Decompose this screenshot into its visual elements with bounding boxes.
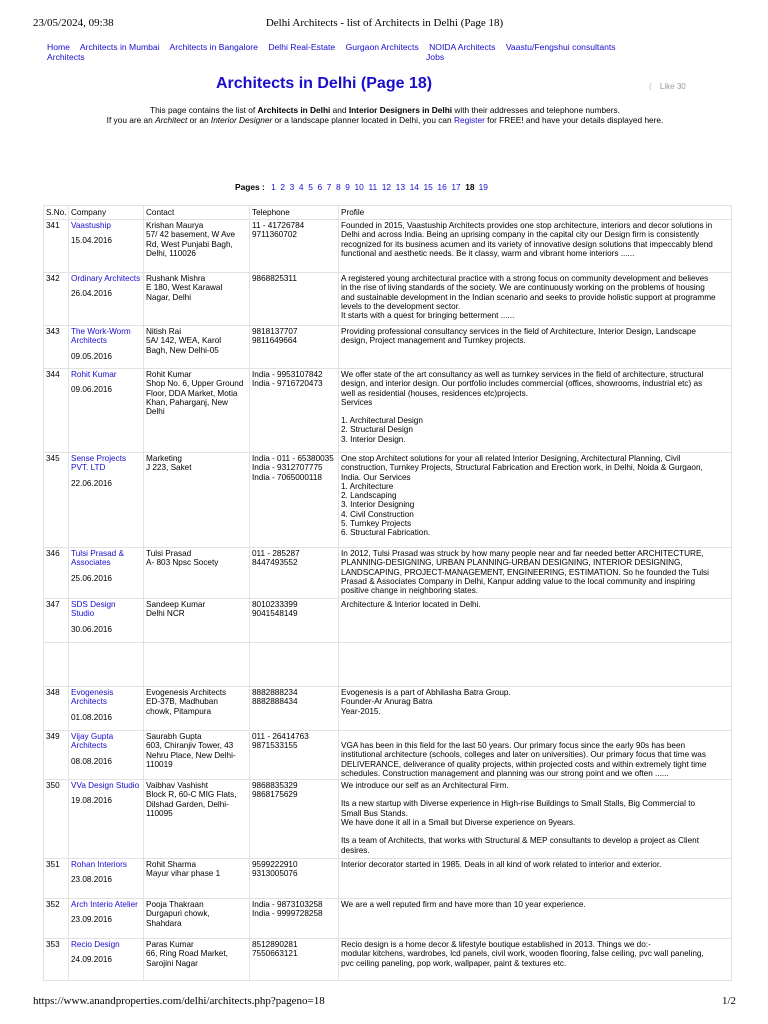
print-footer-url: https://www.anandproperties.com/delhi/architects.php?pageno=18 [33, 995, 325, 1007]
cell-contact [144, 939, 250, 981]
spacer-cell [69, 643, 144, 687]
phone-number: 7550663121 [252, 949, 298, 959]
cell-sno: 351 [44, 859, 69, 899]
cell-contact [144, 273, 250, 326]
profile-line: India. Our Services [341, 472, 411, 482]
profile-line: We are a well reputed firm and have more than 10 year experience. [341, 900, 586, 910]
nav-delhi-real-estate[interactable]: Delhi Real-Estate [268, 42, 336, 52]
contact-line: 66, Ring Road Market, [146, 949, 228, 959]
cell-sno: 343 [44, 326, 69, 369]
company-link[interactable]: Evogenesis Architects [71, 688, 114, 707]
profile-line: 1. Architecture [341, 481, 394, 491]
cell-contact [144, 220, 250, 273]
profile-line: 3. Interior Designing [341, 500, 415, 510]
phone-number: India - 9999728258 [252, 909, 323, 919]
cell-sno: 348 [44, 687, 69, 731]
contact-line: Delhi NCR [146, 609, 185, 619]
page-link-2[interactable]: 2 [280, 182, 286, 192]
nav-architects-jobs[interactable]: Architects [47, 52, 85, 62]
cell-profile [339, 859, 732, 899]
contact-line: chowk, Pitampura [146, 706, 212, 716]
cell-company [69, 548, 144, 599]
phone-number: 11 - 41726784 [252, 221, 305, 230]
phone-number: India - 9873103258 [252, 900, 323, 910]
cell-sno: 342 [44, 273, 69, 326]
company-link[interactable]: Vaastuship [71, 221, 111, 230]
spacer-cell [144, 643, 250, 687]
cell-profile [339, 369, 732, 453]
intro-bold: Interior Designers in Delhi [348, 105, 453, 115]
cell-telephone [250, 731, 339, 780]
phone-number: 011 - 26414763 [252, 732, 309, 741]
profile-line: Year-2015. [341, 706, 381, 716]
page-title: Architects in Delhi (Page 18) [216, 75, 433, 92]
contact-line: Marketing [146, 454, 182, 463]
profile-line: We have done it all in a Small but Diverse experience on 9years. [341, 818, 576, 828]
phone-number: 9871533155 [252, 741, 298, 751]
cell-profile [339, 731, 732, 780]
contact-line: Durgapuri chowk, [146, 909, 210, 919]
phone-number: India - 9953107842 [252, 370, 323, 379]
contact-line: Krishan Maurya [146, 221, 204, 230]
company-link[interactable]: VVa Design Studio [71, 781, 140, 791]
cell-profile [339, 899, 732, 939]
spacer-cell [339, 643, 732, 687]
phone-number: 9711360702 [252, 230, 297, 240]
cell-profile [339, 453, 732, 548]
contact-line: Shop No. 6, Upper Ground [146, 379, 244, 389]
profile-line: PLANNING-DESIGNING, URBAN PLANNING-URBAN DESIGNING, INTERIOR DESIGNING, [341, 558, 683, 568]
header-sno: S.No. [44, 206, 69, 220]
phone-number: India - 9716720473 [252, 379, 323, 389]
profile-line: functional and aesthetic needs. Be it classy, warm and vibrant home interiors ...... [341, 248, 635, 258]
profile-line: Its a team of Architects, that works with Structural & MEP consultants to develop a project as Client [341, 836, 699, 846]
cell-company [69, 939, 144, 981]
cell-profile [339, 220, 732, 273]
current-page: 18 [465, 182, 475, 192]
cell-sno: 349 [44, 731, 69, 780]
cell-sno: 347 [44, 599, 69, 643]
page-link-6[interactable]: 6 [317, 182, 323, 192]
contact-line: Saurabh Gupta [146, 732, 202, 741]
cell-telephone [250, 687, 339, 731]
nav-noida-architects[interactable]: NOIDA Architects [429, 42, 496, 52]
nav-jobs[interactable]: Jobs [426, 52, 445, 62]
phone-number: 9811649664 [252, 336, 297, 346]
cell-profile [339, 599, 732, 643]
intro-italic: Architect [155, 115, 188, 125]
intro-text-part: If you are an [106, 115, 156, 125]
print-datetime: 23/05/2024, 09:38 [33, 17, 114, 29]
profile-line: 5. Turnkey Projects [341, 519, 412, 529]
cell-telephone [250, 780, 339, 859]
cell-contact [144, 899, 250, 939]
profile-line: 2. Structural Design [341, 425, 413, 435]
pages-label: Pages : [235, 182, 265, 192]
profile-line: positive change in neighboring states. [341, 586, 479, 596]
like-count: 30 [676, 82, 686, 91]
contact-line: Dilshad Garden, Delhi- [146, 799, 229, 809]
contact-line: Delhi [146, 407, 165, 417]
profile-line: VGA has been in this field for the last 50 years. Our primary focus since the early 90s has been [341, 741, 686, 750]
contact-line: Sandeep Kumar [146, 600, 206, 609]
page-link-15[interactable]: 15 [423, 182, 433, 192]
cell-company [69, 369, 144, 453]
print-header [33, 17, 736, 29]
cell-telephone [250, 273, 339, 326]
contact-line: Rohit Sharma [146, 860, 197, 870]
profile-line: Services [341, 397, 373, 407]
profile-line: Architecture & Interior located in Delhi. [341, 600, 481, 609]
profile-line: levels to the development sector. [341, 301, 461, 311]
spacer-cell [44, 643, 69, 687]
intro-line-2 [40, 115, 730, 125]
page-link-7[interactable]: 7 [326, 182, 332, 192]
profile-line: A registered young architectural practice with a strong focus on community development and believes [341, 274, 709, 283]
contact-line: Khan, Paharganj, New [146, 397, 228, 407]
nav-home[interactable]: Home [47, 42, 70, 52]
profile-line: 1. Architectural Design [341, 416, 423, 426]
contact-line: Rohit Kumar [146, 370, 192, 379]
contact-line: 5A/ 142, WEA, Karol [146, 336, 222, 346]
cell-profile [339, 273, 732, 326]
cell-company [69, 687, 144, 731]
cell-company [69, 899, 144, 939]
phone-number: 8882888434 [252, 697, 298, 707]
cell-company [69, 220, 144, 273]
registration-date: 09.05.2016 [71, 351, 112, 361]
profile-line: in the rise of living standards of the society. We are continuously working on the problems of housing [341, 283, 705, 293]
intro-text-part: and [330, 105, 349, 115]
registration-date: 25.06.2016 [71, 573, 112, 583]
contact-line: Nehru Place, New Delhi- [146, 750, 236, 760]
profile-line: LANDSCAPING, PROJECT-MANAGEMENT, ENGINEERING, ESTIMATION. So he founded the Tulsi [341, 567, 709, 577]
nav-architects-mumbai[interactable]: Architects in Mumbai [79, 42, 160, 52]
contact-line: E 180, West Karawal [146, 283, 223, 293]
cell-telephone [250, 899, 339, 939]
spacer-cell [250, 643, 339, 687]
registration-date: 19.08.2016 [71, 796, 112, 806]
contact-line: Pooja Thakraan [146, 900, 204, 910]
cell-sno: 341 [44, 220, 69, 273]
page-link-16[interactable]: 16 [437, 182, 447, 192]
intro-line-1 [40, 105, 730, 115]
company-link[interactable]: Rohan Interiors [71, 860, 127, 870]
nav-gurgaon-architects[interactable]: Gurgaon Architects [345, 42, 419, 52]
company-link[interactable]: Tulsi Prasad & Associates [71, 549, 124, 568]
cell-company [69, 453, 144, 548]
profile-line: Prasad & Associates Company in Delhi, Kanpur adding value to the local community and inspiring [341, 576, 696, 586]
table-row [44, 687, 732, 731]
contact-line: Rd, West Punjabi Bagh, [146, 239, 233, 249]
spacer-row [44, 643, 732, 687]
like-label: Like [659, 82, 675, 91]
like-icon: ( [649, 82, 652, 91]
contact-line: Delhi, 110026 [146, 248, 196, 258]
page-link-17[interactable]: 17 [451, 182, 461, 192]
nav-architects-bangalore[interactable]: Architects in Bangalore [169, 42, 258, 52]
contact-line: Floor, DDA Market, Motia [146, 388, 238, 398]
table-row [44, 731, 732, 780]
page-link-1[interactable]: 1 [271, 182, 276, 192]
cell-telephone [250, 859, 339, 899]
intro-text-part: for FREE! and have your details displayed here. [484, 115, 664, 125]
profile-line: Founded in 2015, Vaastuship Architects provides one stop architecture, interiors and decor solutions in [341, 221, 713, 230]
contact-line: Tulsi Prasad [146, 549, 192, 558]
phone-number: 9818137707 [252, 327, 298, 336]
profile-line: Its a new startup with Diverse experience in High-rise Buildings to Small Stalls, Big Commercial to [341, 799, 696, 809]
header-company: Company [69, 206, 144, 220]
page-link-11[interactable]: 11 [368, 182, 378, 192]
contact-line: Mayur vihar phase 1 [146, 869, 221, 879]
table-row [44, 453, 732, 548]
page-link-9[interactable]: 9 [345, 182, 350, 192]
top-nav [47, 42, 647, 62]
table-row [44, 326, 732, 369]
contact-line: Sarojini Nagar [146, 958, 198, 968]
header-contact: Contact [144, 206, 250, 220]
table-row [44, 273, 732, 326]
table-row [44, 939, 732, 981]
table-header-row [44, 206, 732, 220]
profile-line: well as residential (houses, residences etc)projects. [341, 388, 529, 398]
company-link[interactable]: Arch Interio Atelier [71, 900, 138, 910]
phone-number: 8512890281 [252, 940, 298, 950]
contact-line: Bagh, New Delhi-05 [146, 345, 219, 355]
profile-line: One stop Architect solutions for your all related Interior Designing, Architectural Planning, Civil [341, 454, 681, 463]
page-link-3[interactable]: 3 [289, 182, 295, 192]
cell-sno: 345 [44, 453, 69, 548]
profile-line: Small Bus Stands. [341, 808, 408, 818]
pagination [235, 182, 493, 192]
cell-profile [339, 326, 732, 369]
profile-line: recognized for its business acumen and its variety of innovative design solutions that impeccably blend [341, 239, 713, 249]
cell-sno: 350 [44, 780, 69, 859]
profile-line: In 2012, Tulsi Prasad was struck by how many people near and far needed better ARCHITECTURE, [341, 549, 704, 558]
table-row [44, 220, 732, 273]
cell-telephone [250, 599, 339, 643]
intro-text-part: or an [187, 115, 211, 125]
profile-line: and sustainable development in the Indian scenario and seeks to provide holistic support at programme [341, 292, 716, 302]
company-link[interactable]: Rohit Kumar [71, 370, 117, 379]
intro-italic: Interior Designer [210, 115, 273, 125]
intro-text-part: This page contains the list of [150, 105, 258, 115]
cell-contact [144, 731, 250, 780]
registration-date: 23.08.2016 [71, 875, 112, 885]
cell-contact [144, 780, 250, 859]
cell-telephone [250, 939, 339, 981]
cell-profile [339, 548, 732, 599]
cell-sno: 353 [44, 939, 69, 981]
phone-number: India - 9312707775 [252, 463, 323, 473]
profile-line: pvc ceiling paneling, pop work, wallpaper, paint & textures etc. [341, 958, 567, 968]
contact-line: Rushank Mishra [146, 274, 206, 283]
company-link[interactable]: Vijay Gupta Architects [71, 732, 114, 751]
contact-line: Nitish Rai [146, 327, 182, 336]
intro-text-part: or a landscape planner located in Delhi, you can [272, 115, 454, 125]
cell-sno: 346 [44, 548, 69, 599]
profile-line: modular kitchens, wardrobes, lcd panels, civil work, wooden flooring, false ceiling, pvc wall paneling, [341, 949, 704, 959]
company-link[interactable]: Sense Projects PVT. LTD [71, 454, 127, 473]
contact-line: 603, Chiranjiv Tower, 43 [146, 741, 234, 751]
registration-date: 15.04.2016 [71, 236, 112, 246]
phone-number: India - 7065000118 [252, 472, 322, 482]
profile-line: Delhi and across India. Being an uprising company in the capital city our Design firm is consistently [341, 230, 700, 240]
cell-telephone [250, 326, 339, 369]
profile-line: 4. Civil Construction [341, 509, 414, 519]
profile-line: design, and interior design. Our portfolio includes commercial (offices, showrooms, industrial etc) as [341, 379, 703, 389]
phone-number: 8882888234 [252, 688, 298, 697]
page-link-13[interactable]: 13 [395, 182, 405, 192]
cell-profile [339, 687, 732, 731]
cell-contact [144, 369, 250, 453]
registration-date: 24.09.2016 [71, 955, 112, 965]
profile-line: Interior decorator started in 1985. Deals in all kind of work related to interior and exterior. [341, 860, 662, 870]
architects-table [43, 205, 732, 981]
registration-date: 09.06.2016 [71, 385, 112, 395]
profile-line: construction, Turnkey Projects, Structural Fabrication and Erection work, in Delhi, Noida & Gurgaon, [341, 463, 703, 473]
page-link-19[interactable]: 19 [478, 182, 488, 192]
cell-telephone [250, 453, 339, 548]
contact-line: Evogenesis Architects [146, 688, 227, 697]
print-title: Delhi Architects - list of Architects in Delhi (Page 18) [265, 17, 504, 29]
cell-company [69, 599, 144, 643]
cell-company [69, 859, 144, 899]
company-link[interactable]: SDS Design Studio [71, 600, 116, 619]
phone-number: India - 011 - 65380035 [252, 454, 334, 463]
table-row [44, 780, 732, 859]
profile-line: 2. Landscaping [341, 491, 397, 501]
cell-contact [144, 548, 250, 599]
page-link-12[interactable]: 12 [381, 182, 392, 192]
page-link-14[interactable]: 14 [409, 182, 419, 192]
register-link[interactable]: Register [453, 115, 485, 125]
phone-number: 9313005076 [252, 869, 298, 879]
profile-line: Providing professional consultancy services in the field of Architecture, Interior Design, Landscape [341, 327, 696, 336]
cell-contact [144, 859, 250, 899]
profile-line: DELIVERANCE, deliverance of quality projects, within projected costs and within extremely tight time [341, 759, 707, 769]
registration-date: 26.04.2016 [71, 289, 112, 299]
cell-company [69, 731, 144, 780]
phone-number: 9599222910 [252, 860, 298, 870]
contact-line: A- 803 Npsc Socety [146, 558, 219, 568]
cell-sno: 352 [44, 899, 69, 939]
nav-vaastu-consultants[interactable]: Vaastu/Fengshui consultants [505, 42, 616, 52]
registration-date: 30.06.2016 [71, 624, 112, 634]
cell-company [69, 273, 144, 326]
cell-sno: 344 [44, 369, 69, 453]
contact-line: Vaibhav Vashisht [146, 781, 209, 791]
cell-contact [144, 687, 250, 731]
profile-line: Founder-Ar Anurag Batra [341, 697, 433, 707]
profile-line: schedules. Construction management and planning was our strong point and we often ...... [341, 768, 669, 778]
cell-company [69, 780, 144, 859]
header-telephone: Telephone [250, 206, 339, 220]
registration-date: 22.06.2016 [71, 478, 112, 488]
table-row [44, 899, 732, 939]
profile-line: Evogenesis is a part of Abhilasha Batra Group. [341, 688, 511, 697]
cell-telephone [250, 369, 339, 453]
intro-text [40, 105, 730, 125]
contact-line: Shahdara [146, 918, 182, 928]
cell-profile [339, 939, 732, 981]
cell-telephone [250, 220, 339, 273]
phone-number: 9868825311 [252, 274, 297, 283]
page-link-4[interactable]: 4 [298, 182, 304, 192]
cell-profile [339, 780, 732, 859]
table-row [44, 599, 732, 643]
contact-line: J 223, Saket [146, 463, 192, 473]
table-row [44, 859, 732, 899]
page-link-10[interactable]: 10 [354, 182, 364, 192]
phone-number: 9868835329 [252, 781, 298, 791]
company-link[interactable]: Recio Design [71, 940, 120, 950]
like-widget[interactable] [649, 82, 686, 92]
phone-number: 8010233399 [252, 600, 298, 609]
profile-line: We offer state of the art consultancy as well as turnkey services in the field of architecture, structural [341, 370, 704, 379]
profile-line: design, Project management and Turnkey projects. [341, 336, 526, 346]
intro-bold: Architects in Delhi [257, 105, 331, 115]
profile-line: 3. Interior Design. [341, 434, 406, 444]
table-row [44, 548, 732, 599]
profile-line: It starts with a quest for bringing betterment ...... [341, 311, 515, 321]
cell-contact [144, 453, 250, 548]
intro-text-part: with their addresses and telephone numbers. [452, 105, 620, 115]
cell-company [69, 326, 144, 369]
cell-contact [144, 599, 250, 643]
cell-telephone [250, 548, 339, 599]
registration-date: 23.09.2016 [71, 915, 112, 925]
registration-date: 08.08.2016 [71, 756, 112, 766]
phone-number: 9041548149 [252, 609, 298, 619]
contact-line: ED-37B, Madhuban [146, 697, 218, 707]
contact-line: Paras Kumar [146, 940, 194, 950]
profile-line: desires. [341, 845, 370, 855]
contact-line: 57/ 42 basement, W Ave [146, 230, 236, 240]
phone-number: 8447493552 [252, 558, 298, 568]
contact-line: Block R, 60-C MIG Flats, [146, 790, 237, 800]
page-link-8[interactable]: 8 [335, 182, 341, 192]
page-link-5[interactable]: 5 [308, 182, 313, 192]
profile-line: 6. Structural Fabrication. [341, 528, 431, 538]
cell-contact [144, 326, 250, 369]
print-footer-page: 1/2 [721, 995, 736, 1007]
profile-line: Recio design is a home decor & lifestyle boutique established in 2013. Things we do:- [341, 940, 651, 950]
phone-number: 9868175629 [252, 790, 298, 800]
profile-line: We introduce our self as an Architectural Firm. [341, 781, 509, 791]
phone-number: 011 - 285287 [252, 549, 300, 558]
registration-date: 01.08.2016 [71, 712, 112, 722]
table-row [44, 369, 732, 453]
contact-line: Nagar, Delhi [146, 292, 192, 302]
contact-line: 110095 [146, 809, 173, 819]
company-link[interactable]: The Work-Worm Architects [71, 327, 131, 346]
company-link[interactable]: Ordinary Architects [71, 274, 141, 283]
contact-line: 110019 [146, 759, 173, 769]
profile-line: institutional architecture (schools, colleges and later on universities). Our primary focus that time was [341, 750, 706, 760]
header-profile: Profile [339, 206, 732, 220]
